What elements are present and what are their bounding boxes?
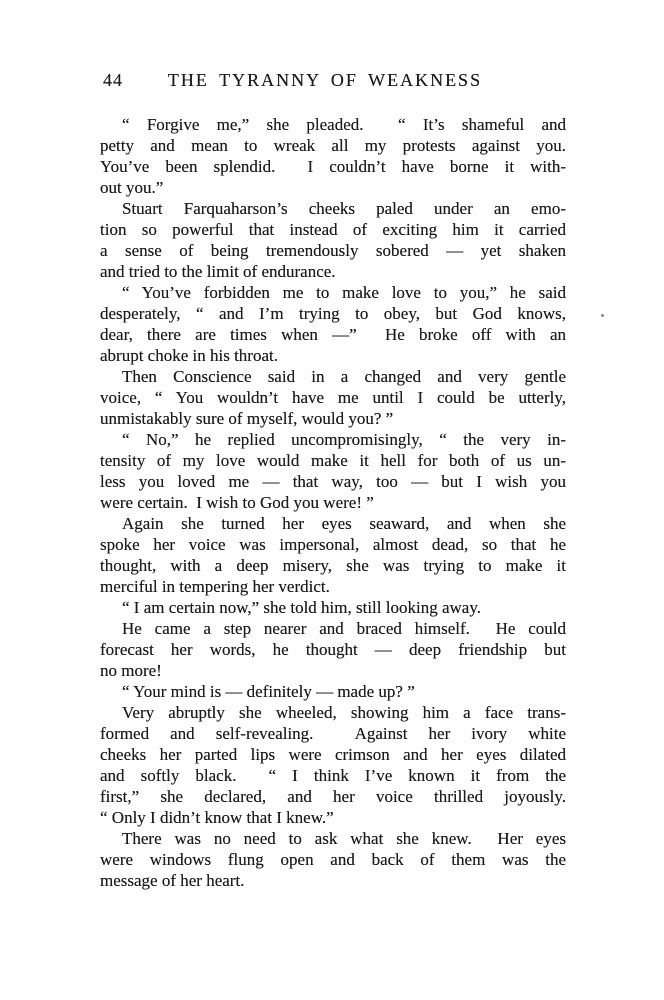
text-line: were windows flung open and back of them was the [100,850,566,869]
text-line: merciful in tempering her verdict. [100,577,330,596]
paragraph [100,366,566,429]
text-line: He came a step nearer and braced himself. He could [122,619,566,638]
text-line: “ I am certain now,” she told him, still looking away. [122,598,481,617]
text-line: a sense of being tremendously sobered — yet shaken [100,241,566,260]
text-line: spoke her voice was impersonal, almost dead, so that he [100,535,566,554]
paragraph [100,513,566,597]
text-line: Very abruptly she wheeled, showing him a face trans- [122,703,566,722]
text-line: unmistakably sure of myself, would you? ” [100,409,394,428]
text-line: voice, “ You wouldn’t have me until I could be utterly, [100,388,566,407]
text-line: Then Conscience said in a changed and very gentle [122,367,566,386]
text-line: tensity of my love would make it hell for both of us un- [100,451,566,470]
text-line: and softly black. “ I think I’ve known it from the [100,766,566,785]
text-line: and tried to the limit of endurance. [100,262,336,281]
text-line: were certain. I wish to God you were! ” [100,493,374,512]
paragraph [100,828,566,891]
paragraph [100,282,566,366]
running-title: THE TYRANNY OF WEAKNESS [167,70,483,90]
text-line: first,” she declared, and her voice thrilled joyously. [100,787,566,806]
text-line: “ No,” he replied uncompromisingly, “ the very in- [122,430,566,449]
text-line: out you.” [100,178,164,197]
ink-speck [601,314,604,317]
paragraph [100,114,566,198]
text-line: tion so powerful that instead of exciting him it carried [100,220,566,239]
text-line: thought, with a deep misery, she was trying to make it [100,556,566,575]
text-line: petty and mean to wreak all my protests against you. [100,136,566,155]
text-line: There was no need to ask what she knew. Her eyes [122,829,566,848]
text-line: no more! [100,661,162,680]
text-line: “ You’ve forbidden me to make love to you,” he said [122,283,566,302]
text-line: You’ve been splendid. I couldn’t have borne it with- [100,157,566,176]
text-line: “ Only I didn’t know that I knew.” [100,808,334,827]
text-line: Again she turned her eyes seaward, and when she [122,514,566,533]
text-line: “ Forgive me,” she pleaded. “ It’s shameful and [122,115,566,134]
text-line: Stuart Farquaharson’s cheeks paled under an emo- [122,199,566,218]
paragraph [100,681,566,702]
paragraph [100,198,566,282]
text-line: desperately, “ and I’m trying to obey, but God knows, [100,304,566,323]
page-number: 44 [103,70,123,90]
text-line: forecast her words, he thought — deep friendship but [100,640,566,659]
text-line: less you loved me — that way, too — but I wish you [100,472,566,491]
page-header [100,70,566,92]
text-line: message of her heart. [100,871,245,890]
paragraph [100,702,566,828]
paragraph [100,429,566,513]
text-line: “ Your mind is — definitely — made up? ” [122,682,415,701]
paragraph [100,597,566,618]
text-line: formed and self-revealing. Against her ivory white [100,724,566,743]
text-block [100,114,566,891]
text-line: cheeks her parted lips were crimson and her eyes dilated [100,745,566,764]
paragraph [100,618,566,681]
text-line: abrupt choke in his throat. [100,346,278,365]
text-line: dear, there are times when —” He broke off with an [100,325,566,344]
